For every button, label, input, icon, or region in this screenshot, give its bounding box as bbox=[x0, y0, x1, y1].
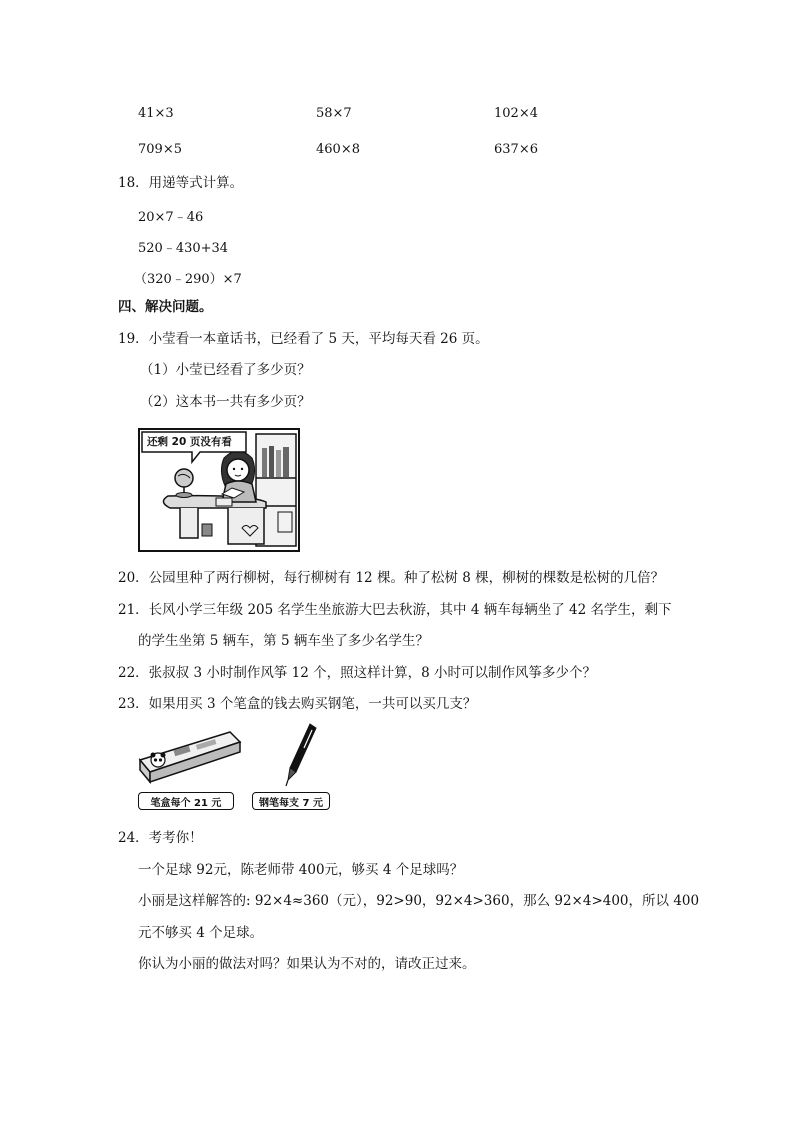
calc-item: 460×8 bbox=[316, 142, 360, 157]
pen-price-label bbox=[252, 792, 330, 810]
girl-reading-illustration bbox=[138, 428, 300, 552]
calc-item: 637×6 bbox=[494, 142, 538, 157]
pen-price-text: 钢笔每支 7 元 bbox=[259, 798, 323, 809]
q18-item: 520﹣430+34 bbox=[138, 241, 229, 256]
q18-item: 20×7﹣46 bbox=[138, 210, 204, 225]
question-20: 20．公园里种了两行柳树，每行柳树有 12 棵。种了松树 8 棵，柳树的棵数是松树的几倍？ bbox=[118, 570, 665, 586]
section-heading: 四、解决问题。 bbox=[118, 299, 213, 315]
calc-item: 58×7 bbox=[316, 106, 352, 121]
calc-item: 102×4 bbox=[494, 106, 538, 121]
question-24-line-1: 一个足球 92元，陈老师带 400元，够买 4 个足球吗？ bbox=[138, 862, 464, 878]
question-21-line-2: 的学生坐第 5 辆车，第 5 辆车坐了多少名学生？ bbox=[138, 633, 429, 649]
q18-item: （320﹣290）×7 bbox=[134, 272, 242, 287]
fountain-pen-icon bbox=[252, 720, 332, 790]
question-19-sub-1: （1）小莹已经看了多少页？ bbox=[140, 362, 311, 378]
question-24-line-3: 元不够买 4 个足球。 bbox=[138, 925, 264, 941]
speech-bubble-text: 还剩 20 页没有看 bbox=[147, 436, 232, 448]
pencil-box-icon bbox=[134, 720, 246, 790]
calc-item: 709×5 bbox=[138, 142, 182, 157]
pencil-box-illustration bbox=[134, 720, 246, 818]
question-19: 19．小莹看一本童话书，已经看了 5 天，平均每天看 26 页。 bbox=[118, 331, 489, 347]
pencil-box-price-label bbox=[138, 792, 234, 810]
pencil-box-price-text: 笔盒每个 21 元 bbox=[150, 798, 222, 809]
question-23: 23．如果用买 3 个笔盒的钱去购买钢笔，一共可以买几支？ bbox=[118, 696, 477, 712]
question-22: 22．张叔叔 3 小时制作风筝 12 个，照这样计算，8 小时可以制作风筝多少个？ bbox=[118, 665, 596, 681]
question-18-title: 18．用递等式计算。 bbox=[118, 175, 244, 191]
calc-item: 41×3 bbox=[138, 106, 174, 121]
question-24-line-4: 你认为小丽的做法对吗？如果认为不对的，请改正过来。 bbox=[138, 956, 476, 972]
question-21-line-1: 21．长风小学三年级 205 名学生坐旅游大巴去秋游，其中 4 辆车每辆坐了 42 名学生，剩下 bbox=[118, 602, 672, 618]
question-19-sub-2: （2）这本书一共有多少页？ bbox=[140, 394, 311, 410]
question-24-title: 24．考考你！ bbox=[118, 830, 203, 846]
pen-illustration bbox=[252, 720, 332, 818]
question-24-line-2: 小丽是这样解答的: 92×4≈360（元），92>90，92×4>360，那么 92×4>400，所以 400 bbox=[138, 893, 700, 909]
